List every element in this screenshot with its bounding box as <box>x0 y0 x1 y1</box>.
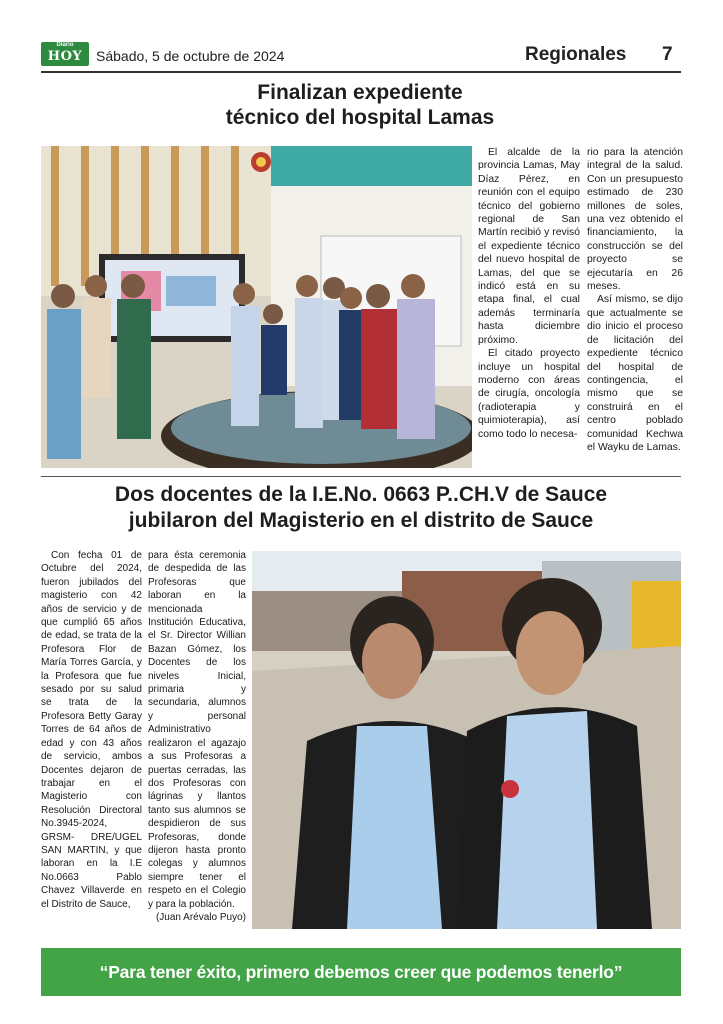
header-divider <box>41 71 681 73</box>
article2-column2 <box>148 549 246 924</box>
article2-credit: (Juan Arévalo Puyo) <box>155 911 246 923</box>
article2-col2-paragraph: para ésta ceremonia de despedida de las Profesoras que laboran en la mencionada Institución Educativa, el Sr. Director Willian Bazan Gómez, los Docentes de los niveles Inicial, primaria y secundaria, alumnos y personal Administrativo realizaron el agazajo a sus Profesoras a puertas cerradas, las dos Profesoras con lágrinas y llantos tanto sus alumnos se despidieron de sus Profesoras, donde dijeron hasta pronto colegas y alumnos siempre tener el respeto en el Colegio y para la población. <box>148 550 246 910</box>
article2-headline-line1: Dos docentes de la I.E.No. 0663 P..CH.V de Sauce <box>114 483 608 506</box>
article1-column2 <box>587 146 683 454</box>
newspaper-logo <box>41 42 89 66</box>
article2-headline <box>41 482 681 534</box>
quote-banner <box>41 948 681 996</box>
article1-col1-paragraph2: El citado proyecto incluye un hospital moderno con áreas de cirugía, oncología (radioterapia y quimioterapia), así como todo lo necesa- <box>478 348 580 440</box>
article-divider <box>41 476 681 477</box>
article2-headline-line2: jubilaron del Magisterio en el distrito de Sauce <box>128 509 594 532</box>
logo-main-text: HOY <box>47 49 83 64</box>
logo-small-text: Diario <box>56 42 74 48</box>
article2-col1-paragraph: Con fecha 01 de Octubre del 2024, fueron jubilados del magisterio con 42 años de servicio y de que cumplió 65 años de edad, se trata de la Profesora Flor de María Torres García, y la Profesora que fue sesado por su salud se trata de la Profesora Betty Garay Torres de 64 años de edad y con 43 años de servicio, ambos Docentes dejaron de trabajar en el Magisterio con Resolución Directoral No.3945-2024, GRSM- DRE/UGEL SAN MARTIN, y que laboran en la I.E No.0663 Pablo Chavez Villaverde en el Distrito de Sauce, <box>41 550 142 910</box>
article1-photo <box>41 146 472 468</box>
article2-column1 <box>41 549 142 911</box>
quote-text: “Para tener éxito, primero debemos creer que podemos tenerlo” <box>99 962 623 982</box>
article2-photo <box>252 551 681 929</box>
article1-col2-paragraph2: Así mismo, se dijo que actualmente se dio inicio el proceso de licitación del expediente técnico del hospital de contingencia, el mismo que se construirá en el centro poblado comunidad Kechwa el Wayku de Lamas. <box>587 294 683 453</box>
article1-headline-line2: técnico del hospital Lamas <box>225 106 495 129</box>
article1-col2-paragraph1: rio para la atención integral de la salud. Con un presupuesto estimado de 230 millones de soles, una vez obtenido el financiamiento, la construcción se del proyecto se ejecutaría en 26 meses. <box>587 147 683 293</box>
article1-col1-paragraph1: El alcalde de la provincia Lamas, May Díaz Pérez, en reunión con el equipo técnico del gobierno regional de San Martín recibió y revisó el expediente técnico del nuevo hospital de Lamas, del que se indicó está en su etapa final, el cual además terminaría hasta diciembre próximo. <box>478 147 580 346</box>
page-number: 7 <box>662 44 673 65</box>
section-title: Regionales <box>525 44 627 65</box>
article1-headline-line1: Finalizan expediente <box>257 81 463 104</box>
issue-date: Sábado, 5 de octubre de 2024 <box>96 48 285 64</box>
article1-column1 <box>478 146 580 441</box>
article1-headline <box>140 80 580 130</box>
